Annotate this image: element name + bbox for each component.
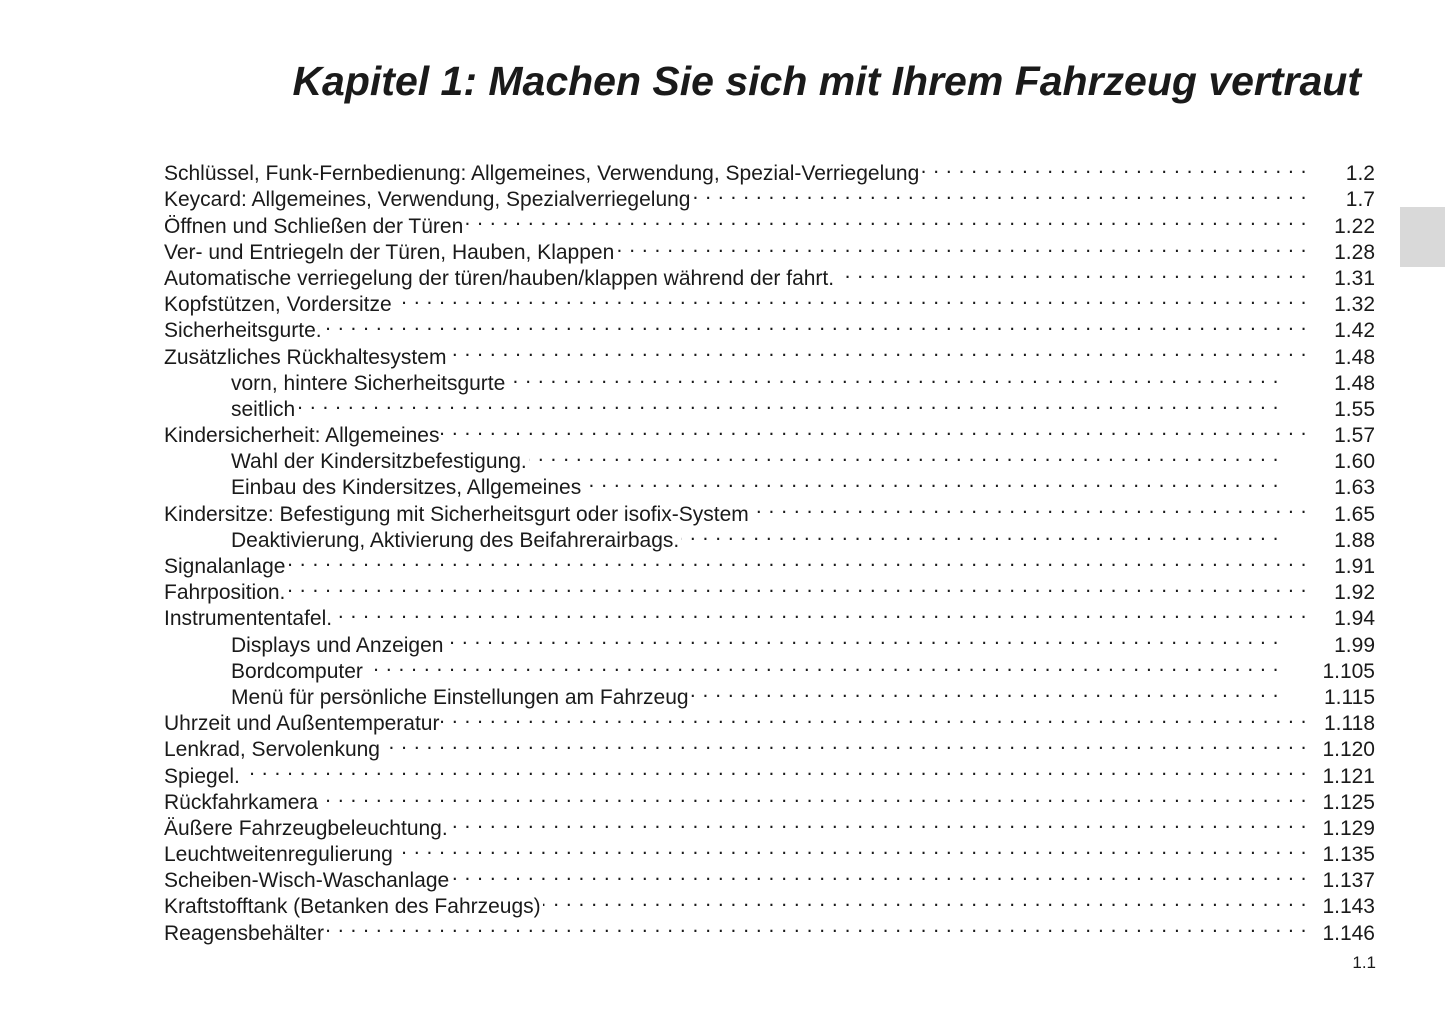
toc-entry-label: Wahl der Kindersitzbefestigung. <box>231 450 527 474</box>
toc-dot-leader <box>616 233 1307 259</box>
toc-entry[interactable] <box>164 337 1375 369</box>
toc-entry-label: Kindersitze: Befestigung mit Sicherheitsgurt oder isofix-System <box>164 502 749 526</box>
toc-dot-leader <box>242 756 1307 782</box>
toc-dot-leader <box>448 337 1307 363</box>
toc-dot-leader <box>543 887 1307 913</box>
toc-dot-leader <box>583 468 1279 494</box>
toc-dot-leader <box>751 494 1307 520</box>
toc-entry[interactable] <box>164 783 1375 814</box>
toc-entry-page: 1.121 <box>1322 764 1375 788</box>
toc-entry-label: Uhrzeit und Außentemperatur <box>164 712 440 736</box>
toc-dot-leader <box>382 730 1307 756</box>
toc-entry-label: Reagensbehälter <box>164 921 324 945</box>
toc-entry-label: Kindersicherheit: Allgemeines <box>164 424 440 448</box>
toc-entry-page: 1.105 <box>1322 659 1375 683</box>
toc-entry-page: 1.118 <box>1324 712 1375 736</box>
toc-entry-label: Zusätzliches Rückhaltesystem <box>164 345 447 369</box>
toc-dot-leader <box>693 180 1308 206</box>
toc-dot-leader <box>836 259 1307 285</box>
toc-entry-page: 1.146 <box>1322 921 1375 945</box>
toc-dot-leader <box>394 285 1307 311</box>
toc-entry-label: Sicherheitsgurte. <box>164 319 322 343</box>
toc-dot-leader <box>445 625 1279 651</box>
toc-entry-label: Deaktivierung, Aktivierung des Beifahrerairbags. <box>231 528 680 552</box>
toc-dot-leader <box>451 861 1307 887</box>
toc-dot-leader <box>334 599 1307 625</box>
toc-entry[interactable] <box>164 311 1375 343</box>
page-number: 1.1 <box>1352 953 1376 972</box>
toc-dot-leader <box>691 678 1279 704</box>
toc-dot-leader <box>297 390 1279 416</box>
toc-entry-label: Kopfstützen, Vordersitze <box>164 293 392 317</box>
toc-entry[interactable] <box>164 416 1375 448</box>
toc-entry-page: 1.125 <box>1322 790 1375 814</box>
toc-entry[interactable] <box>164 809 1375 840</box>
toc-entry-page: 1.28 <box>1334 240 1375 264</box>
toc-dot-leader <box>529 442 1279 468</box>
toc-entry-label: Spiegel. <box>164 764 240 788</box>
toc-entry-label: Äußere Fahrzeugbeleuchtung. <box>164 816 448 840</box>
toc-dot-leader <box>365 652 1279 678</box>
toc-dot-leader <box>921 154 1307 180</box>
toc-dot-leader <box>465 206 1307 232</box>
toc-entry-label: Leuchtweitenregulierung <box>164 843 393 867</box>
toc-entry-page: 1.137 <box>1322 869 1375 893</box>
toc-entry[interactable] <box>164 154 1375 186</box>
toc-entry-page: 1.48 <box>1334 371 1375 395</box>
toc-entry-label: Fahrposition. <box>164 581 286 605</box>
toc-entry-label: Bordcomputer <box>231 659 363 683</box>
toc-dot-leader <box>681 521 1279 547</box>
chapter-tab-marker <box>1400 207 1445 267</box>
toc-entry-label: Kraftstofftank (Betanken des Fahrzeugs) <box>164 895 541 919</box>
toc-entry-page: 1.57 <box>1334 424 1375 448</box>
toc-dot-leader <box>326 913 1307 939</box>
toc-entry-label: Instrumententafel. <box>164 607 333 631</box>
toc-dot-leader <box>287 573 1307 599</box>
toc-entry-label: Rückfahrkamera <box>164 790 319 814</box>
toc-entry-page: 1.2 <box>1345 162 1375 186</box>
toc-dot-leader <box>441 704 1307 730</box>
toc-entry-page: 1.22 <box>1334 214 1375 238</box>
toc-entry[interactable] <box>164 547 1375 578</box>
toc-entry[interactable] <box>164 913 1375 945</box>
toc-entry-label: Ver- und Entriegeln der Türen, Hauben, Klappen <box>164 240 615 264</box>
toc-entry-page: 1.63 <box>1334 476 1375 500</box>
toc-dot-leader <box>450 809 1307 835</box>
toc-entry-label: vorn, hintere Sicherheitsgurte <box>231 371 506 395</box>
toc-entry-label: Menü für persönliche Einstellungen am Fahrzeug <box>231 685 689 709</box>
toc-entry-label: Scheiben-Wisch-Waschanlage <box>164 869 450 893</box>
toc-entry-page: 1.99 <box>1334 633 1375 657</box>
toc-entry-page: 1.88 <box>1334 528 1375 552</box>
toc-entry-page: 1.48 <box>1334 345 1375 369</box>
toc-dot-leader <box>287 547 1307 573</box>
toc-dot-leader <box>320 783 1307 809</box>
toc-entry-page: 1.31 <box>1334 266 1375 290</box>
toc-entry-label: Lenkrad, Servolenkung <box>164 738 380 762</box>
toc-dot-leader <box>507 364 1279 390</box>
toc-entry[interactable] <box>164 756 1375 788</box>
toc-entry-page: 1.42 <box>1334 319 1375 343</box>
toc-entry-page: 1.92 <box>1334 581 1375 605</box>
toc-entry[interactable] <box>164 625 1375 657</box>
toc-entry-page: 1.129 <box>1322 816 1375 840</box>
toc-entry-page: 1.32 <box>1334 293 1375 317</box>
toc-entry[interactable] <box>164 599 1375 631</box>
toc-entry[interactable] <box>164 573 1375 605</box>
toc-entry-page: 1.120 <box>1322 738 1375 762</box>
toc-entry-label: Displays und Anzeigen <box>231 633 444 657</box>
toc-dot-leader <box>441 416 1307 442</box>
toc-entry-page: 1.60 <box>1334 450 1375 474</box>
toc-entry-label: Keycard: Allgemeines, Verwendung, Spezialverriegelung <box>164 188 691 212</box>
toc-entry-page: 1.135 <box>1322 843 1375 867</box>
toc-entry-label: Automatische verriegelung der türen/hauben/klappen während der fahrt. <box>164 266 835 290</box>
toc-entry-page: 1.91 <box>1334 555 1375 578</box>
toc-entry-page: 1.143 <box>1322 895 1375 919</box>
toc-dot-leader <box>324 311 1307 337</box>
toc-entry-page: 1.94 <box>1334 607 1375 631</box>
toc-entry[interactable] <box>164 390 1375 421</box>
toc-entry-page: 1.55 <box>1334 397 1375 421</box>
table-of-contents <box>164 154 1375 945</box>
toc-dot-leader <box>395 835 1307 861</box>
toc-entry-page: 1.65 <box>1334 502 1375 526</box>
toc-entry-label: seitlich <box>231 397 296 421</box>
toc-entry-label: Schlüssel, Funk-Fernbedienung: Allgemeines, Verwendung, Spezial-Verriegelung <box>164 162 920 186</box>
toc-entry-label: Einbau des Kindersitzes, Allgemeines <box>231 476 582 500</box>
toc-entry-label: Öffnen und Schließen der Türen <box>164 214 464 238</box>
chapter-title: Kapitel 1: Machen Sie sich mit Ihrem Fahrzeug vertraut <box>292 58 1361 105</box>
toc-entry-label: Signalanlage <box>164 555 286 578</box>
toc-entry-page: 1.7 <box>1345 188 1375 212</box>
toc-entry-page: 1.115 <box>1324 685 1375 709</box>
